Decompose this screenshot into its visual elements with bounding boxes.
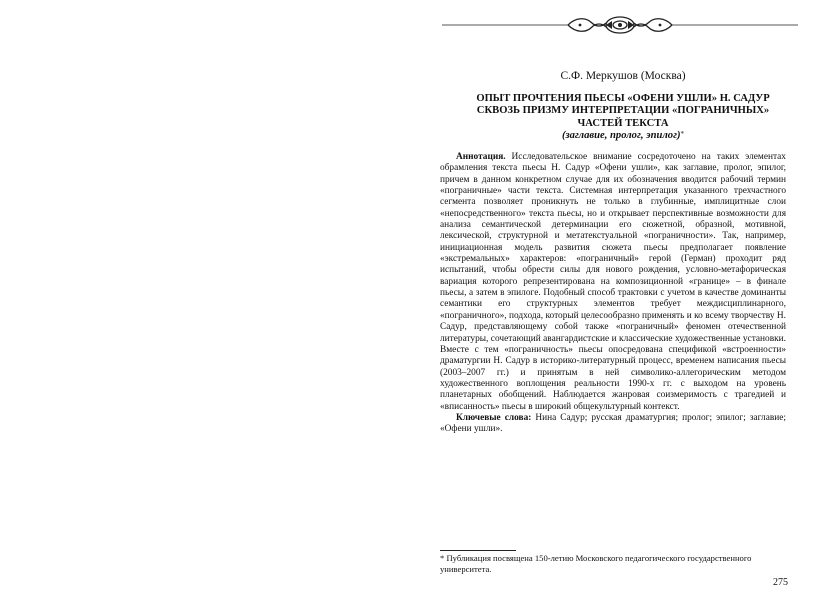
- article-title: [440, 93, 806, 143]
- footnote-divider: [440, 550, 516, 551]
- abstract-label: Аннотация.: [456, 152, 506, 162]
- keywords-label: Ключевые слова:: [456, 412, 532, 423]
- subtitle-text: (заглавие, пролог, эпилог): [561, 130, 681, 142]
- article-subtitle: [440, 130, 806, 142]
- keywords-text: Нина Садур; русская драматургия; пролог; эпилог; заглавие; «Офени ушли».: [440, 412, 787, 435]
- keywords-paragraph: [440, 413, 786, 436]
- title-line-1: ОПЫТ ПРОЧТЕНИЯ ПЬЕСЫ «ОФЕНИ УШЛИ» Н. САДУР: [476, 93, 770, 104]
- footnote-marker: *: [680, 130, 685, 139]
- footnote: * Публикация посвящена 150-летию Московского педагогического государственного университета.: [440, 553, 752, 574]
- author-line: С.Ф. Меркушов (Москва): [560, 70, 686, 82]
- decorative-flourish-icon: [440, 14, 800, 36]
- abstract-text: Исследовательское внимание сосредоточено на таких элементах обрамления текста пьесы Н. Садур «Офени ушли», как заглавие, пролог, эпилог, причем в данном конкретном случае для их обозначения вводится рабочий термин «пограничные» части текста. Системная интерпретация указанного трехчастного сегмента позволяет проникнуть не только в глубинные, имплицитные слои «непосредственного» текста пьесы, но и открывает перспективные возможности для анализа семантической детерминации его сюжетной, образной, мотивной, лексической, структурной и метатекстуальной «пограничности». Так, например, инициационная модель развития сюжета пьесы предполагает появление «экстремальных» характеров: «пограничный» герой (Герман) проходит ряд испытаний, чтобы обрести силы для нового рождения, условно-метафорическая вариация которого репрезентирована на композиционной «границе» – в финале пьесы, а затем в эпилоге. Подобный способ трактовки с учетом в качестве доминанты семантики его структурных элементов требует междисциплинарного, «пограничного», подхода, который целесообразно применять и ко всему творчеству Н. Садур, представляющему собой также «пограничный» феномен отечественной литературы, сочетающий авангардистские и классические художественные установки. Вместе с тем «пограничность» пьесы опосредована спецификой «встроенности» драматургии Н. Садур в историко-литературный процесс, временем написания пьесы (2003–2007 гг.) и принятым в ней символико-аллегорическим методом художественного воплощения реальности 1990-х гг. с выходом на уровень планетарных обобщений. Наблюдается жанровая соизмеримость с трагедией и «вписанность» пьесы в широкий общекультурный контекст.: [440, 152, 786, 412]
- title-line-3: ЧАСТЕЙ ТЕКСТА: [577, 117, 669, 129]
- title-line-2: СКВОЗЬ ПРИЗМУ ИНТЕРПРЕТАЦИИ «ПОГРАНИЧНЫХ»: [476, 105, 770, 117]
- abstract-paragraph: [440, 152, 786, 413]
- abstract-block: [440, 152, 786, 436]
- page-number: 275: [773, 577, 788, 588]
